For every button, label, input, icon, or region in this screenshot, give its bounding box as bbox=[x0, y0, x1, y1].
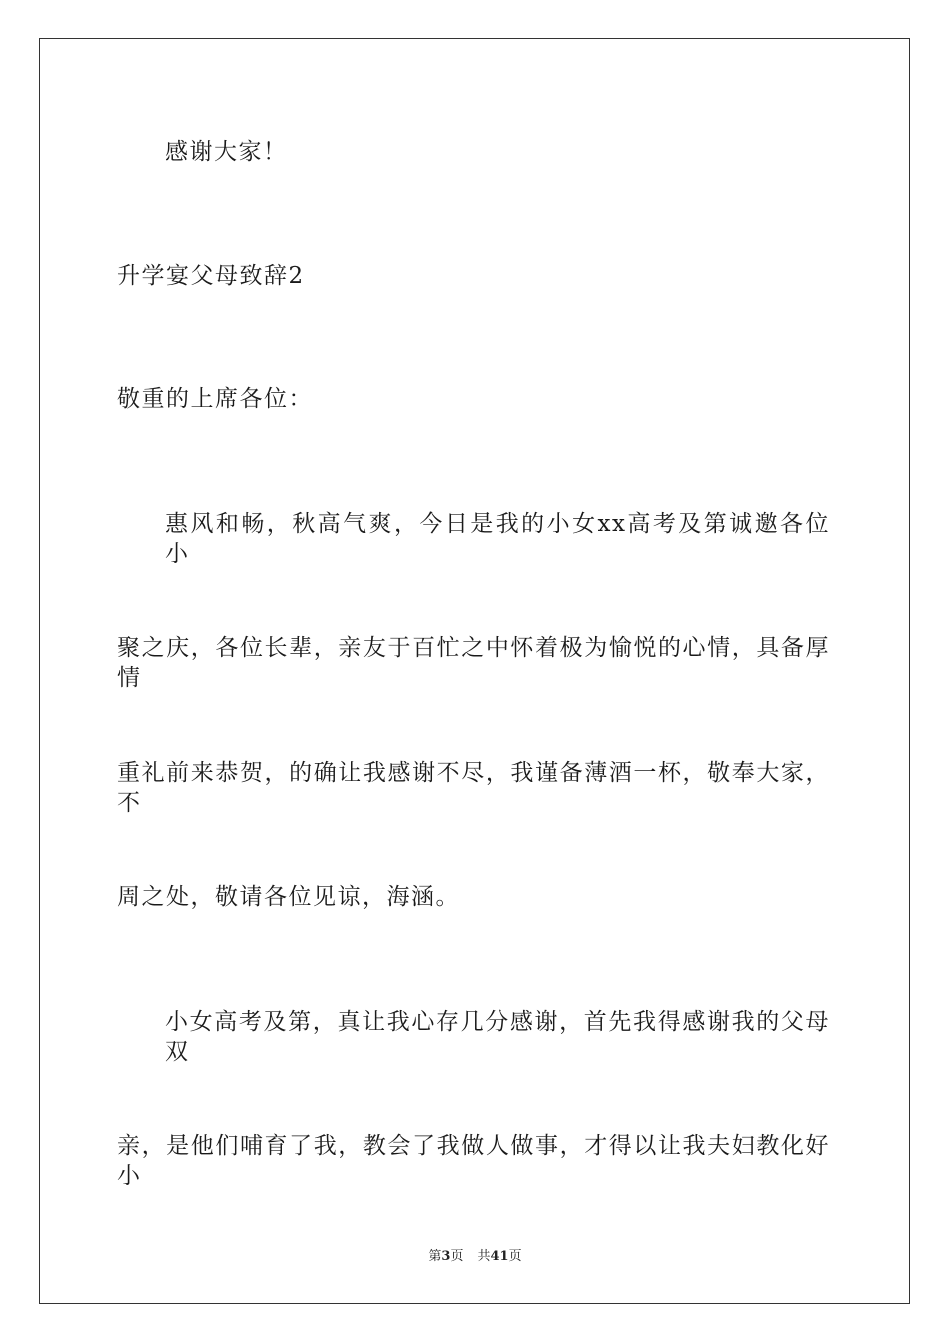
section-heading: 升学宴父母致辞2 bbox=[117, 263, 305, 289]
page-number: 3 bbox=[441, 1249, 451, 1264]
total-prefix: 共 bbox=[477, 1249, 491, 1264]
paragraph-1-line-3: 重礼前来恭贺，的确让我感谢不尽，我谨备薄酒一杯，敬奉大家，不 bbox=[117, 760, 830, 816]
total-suffix: 页 bbox=[508, 1249, 522, 1264]
paragraph-1-line-4: 周之处，敬请各位见谅，海涵。 bbox=[117, 884, 460, 910]
page-suffix: 页 bbox=[450, 1249, 464, 1264]
salutation: 敬重的上席各位： bbox=[117, 386, 313, 412]
paragraph-1-line-2: 聚之庆，各位长辈，亲友于百忙之中怀着极为愉悦的心情，具备厚情 bbox=[117, 635, 830, 691]
total-pages: 41 bbox=[490, 1249, 509, 1264]
closing-thanks: 感谢大家！ bbox=[165, 139, 288, 165]
page-prefix: 第 bbox=[428, 1249, 442, 1264]
paragraph-1-line-1: 惠风和畅，秋高气爽，今日是我的小女xx高考及第诚邀各位小 bbox=[165, 511, 830, 567]
paragraph-2-line-1: 小女高考及第，真让我心存几分感谢，首先我得感谢我的父母双 bbox=[165, 1009, 830, 1065]
page-footer bbox=[0, 1248, 950, 1266]
paragraph-2-line-2: 亲，是他们哺育了我，教会了我做人做事，才得以让我夫妇教化好小 bbox=[117, 1133, 830, 1189]
